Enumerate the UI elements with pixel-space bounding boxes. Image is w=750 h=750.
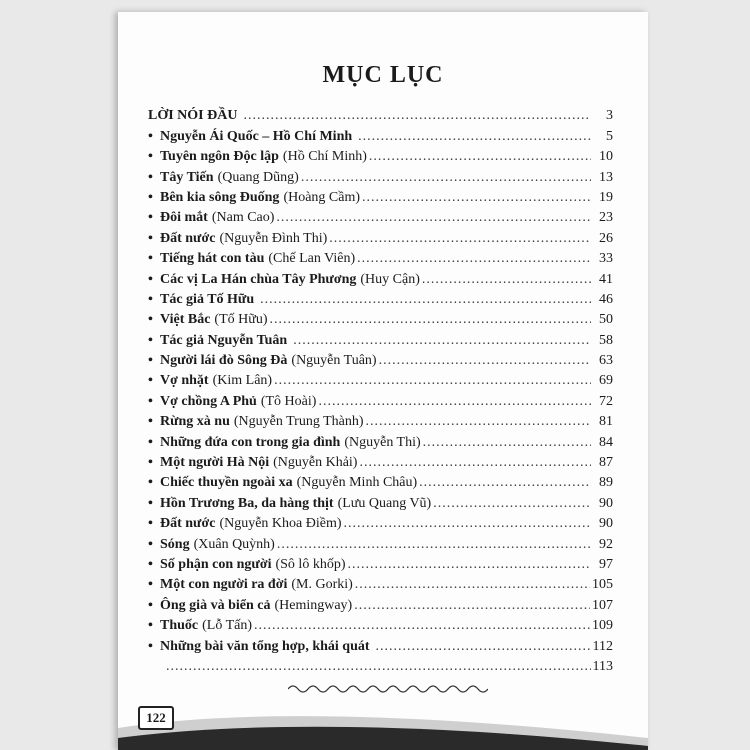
dot-leader [369, 149, 591, 165]
toc-entry [148, 165, 613, 185]
toc-entry-title: Ông già và biển cả [160, 597, 271, 613]
toc-entry [148, 267, 613, 287]
toc-entry-author: (Nguyễn Khoa Điềm) [219, 516, 342, 532]
dot-leader [422, 272, 591, 288]
toc-entry [148, 553, 613, 573]
toc-entry-page: 63 [599, 353, 613, 369]
dot-leader [358, 129, 591, 145]
toc-entry-title: Những bài văn tổng hợp, khái quát [160, 638, 370, 654]
dot-leader [293, 333, 591, 349]
toc-entry-author: (Nguyễn Trung Thành) [233, 414, 364, 430]
toc-entry-author: (M. Gorki) [291, 577, 353, 593]
dot-leader [357, 251, 591, 267]
toc-entry-author: (Nam Cao) [211, 210, 275, 226]
toc-entry-title: Đôi mắt [160, 210, 208, 226]
toc-entry-author: (Nguyễn Minh Châu) [296, 475, 418, 491]
toc-entry-author: (Tô Hoài) [260, 393, 317, 409]
toc-entry [148, 614, 613, 634]
toc-entry-title: Tiếng hát con tàu [160, 251, 265, 267]
dot-leader [379, 353, 591, 369]
toc-entry-page: 92 [599, 536, 613, 552]
toc-entry-title: Tác giả Tố Hữu [160, 291, 255, 307]
toc-entry [148, 451, 613, 471]
bullet-mark: • [148, 149, 153, 165]
toc-entry-author: (Nguyễn Tuân) [291, 353, 377, 369]
toc-entry-author: (Hoàng Cầm) [283, 189, 361, 205]
toc-entry-author: (Nguyễn Thi) [344, 434, 421, 450]
toc-entry-page: 46 [599, 291, 613, 307]
bullet-mark: • [148, 455, 153, 471]
bullet-mark: • [148, 495, 153, 511]
dot-leader [433, 496, 591, 512]
toc-entry-page: 5 [606, 128, 613, 144]
bullet-mark: • [148, 251, 153, 267]
toc-entry-page: 69 [599, 373, 613, 389]
toc-entry [148, 145, 613, 165]
toc-entry-title: Đất nước [160, 516, 216, 532]
bullet-mark: • [148, 189, 153, 205]
toc-entry-page: 10 [599, 149, 613, 165]
toc-entry [148, 308, 613, 328]
toc-entry-author: (Sô lô khốp) [275, 556, 346, 572]
table-of-contents [148, 104, 613, 675]
toc-entry-title: Chiếc thuyền ngoài xa [160, 475, 293, 491]
bullet-mark: • [148, 577, 153, 593]
toc-entry-page: 72 [599, 393, 613, 409]
toc-entry-page: 109 [592, 618, 613, 634]
toc-entry [148, 124, 613, 144]
toc-entry-page: 50 [599, 312, 613, 328]
dot-leader [366, 414, 591, 430]
dot-leader [347, 557, 591, 573]
toc-entry-title: Một con người ra đời [160, 577, 288, 593]
bullet-mark: • [148, 393, 153, 409]
bullet-mark: • [148, 128, 153, 144]
toc-entry [148, 471, 613, 491]
toc-entry [148, 430, 613, 450]
toc-entry [148, 206, 613, 226]
toc-entry-title: Tác giả Nguyễn Tuân [160, 332, 288, 348]
toc-entry [148, 226, 613, 246]
toc-entry-page: 13 [599, 169, 613, 185]
toc-entry-page: 90 [599, 495, 613, 511]
toc-entry [148, 655, 613, 675]
toc-entry-page: 23 [599, 210, 613, 226]
bullet-mark: • [148, 536, 153, 552]
toc-entry-author: (Lỗ Tấn) [202, 618, 253, 634]
toc-entry-author: (Nguyễn Khải) [273, 455, 358, 471]
toc-entry-title: LỜI NÓI ĐẦU [148, 108, 238, 124]
dot-leader [329, 231, 591, 247]
toc-entry-title: Vợ chồng A Phủ [160, 393, 257, 409]
toc-entry-author: (Chế Lan Viên) [268, 251, 356, 267]
dot-leader [243, 108, 591, 124]
toc-entry [148, 512, 613, 532]
toc-entry-page: 3 [606, 108, 613, 124]
book-page [118, 12, 648, 750]
bullet-mark: • [148, 475, 153, 491]
bullet-mark: • [148, 638, 153, 654]
toc-entry [148, 349, 613, 369]
dot-leader [423, 435, 591, 451]
dot-leader [274, 373, 591, 389]
toc-entry-author: (Tố Hữu) [214, 312, 268, 328]
toc-entry [148, 186, 613, 206]
toc-entry-title: Các vị La Hán chùa Tây Phương [160, 271, 357, 287]
toc-entry-title: Vợ nhặt [160, 373, 209, 389]
dot-leader [301, 170, 591, 186]
toc-entry-title: Đất nước [160, 230, 216, 246]
toc-entry-page: 58 [599, 332, 613, 348]
toc-entry-title: Tuyên ngôn Độc lập [160, 149, 279, 165]
toc-entry-page: 90 [599, 516, 613, 532]
toc-entry-title: Nguyễn Ái Quốc – Hồ Chí Minh [160, 128, 353, 144]
dot-leader [359, 455, 591, 471]
page-title: MỤC LỤC [322, 62, 444, 88]
toc-entry-author: (Hemingway) [274, 597, 353, 613]
toc-entry-page: 89 [599, 475, 613, 491]
toc-entry-page: 112 [592, 638, 613, 654]
toc-entry [148, 593, 613, 613]
dot-leader [166, 659, 591, 675]
toc-entry [148, 288, 613, 308]
toc-entry-page: 87 [599, 455, 613, 471]
toc-entry-title: Những đứa con trong gia đình [160, 434, 341, 450]
toc-entry [148, 247, 613, 267]
toc-entry-title: Thuốc [160, 618, 199, 634]
bullet-mark: • [148, 169, 153, 185]
toc-entry-page: 105 [592, 577, 613, 593]
toc-entry [148, 328, 613, 348]
dot-leader [270, 312, 592, 328]
dot-leader [419, 475, 591, 491]
bullet-mark: • [148, 414, 153, 430]
toc-entry-page: 107 [592, 597, 613, 613]
bullet-mark: • [148, 312, 153, 328]
toc-entry-page: 113 [592, 658, 613, 674]
bullet-mark: • [148, 618, 153, 634]
toc-entry-author: (Xuân Quỳnh) [193, 536, 275, 552]
toc-entry-title: Số phận con người [160, 556, 272, 572]
toc-entry-page: 97 [599, 556, 613, 572]
toc-entry-page: 33 [599, 251, 613, 267]
dot-leader [260, 292, 591, 308]
toc-entry [148, 389, 613, 409]
toc-entry-title: Hồn Trương Ba, da hàng thịt [160, 495, 334, 511]
toc-entry [148, 573, 613, 593]
page-number: 122 [146, 710, 166, 725]
toc-entry-page: 41 [599, 271, 613, 287]
dot-leader [354, 598, 590, 614]
toc-entry-title: Việt Bắc [160, 312, 211, 328]
toc-entry-page: 81 [599, 414, 613, 430]
toc-entry [148, 410, 613, 430]
toc-entry-author: (Kim Lân) [212, 373, 273, 389]
bullet-mark: • [148, 230, 153, 246]
bullet-mark: • [148, 597, 153, 613]
bullet-mark: • [148, 373, 153, 389]
dot-leader [277, 537, 591, 553]
dot-leader [344, 516, 591, 532]
dot-leader [318, 394, 591, 410]
toc-entry-title: Sóng [160, 536, 190, 552]
toc-entry [148, 532, 613, 552]
bullet-mark: • [148, 332, 153, 348]
toc-entry-page: 19 [599, 189, 613, 205]
toc-entry-author: (Quang Dũng) [217, 169, 299, 185]
bullet-mark: • [148, 291, 153, 307]
dot-leader [276, 210, 591, 226]
toc-entry [148, 369, 613, 389]
toc-entry-title: Tây Tiến [160, 169, 214, 185]
bullet-mark: • [148, 434, 153, 450]
toc-entry-page: 26 [599, 230, 613, 246]
toc-entry-title: Một người Hà Nội [160, 455, 270, 471]
bullet-mark: • [148, 556, 153, 572]
bullet-mark: • [148, 210, 153, 226]
dot-leader [362, 190, 591, 206]
toc-entry [148, 104, 613, 124]
page-corner-decoration [118, 690, 648, 750]
toc-entry-author: (Huy Cận) [360, 271, 420, 287]
toc-entry-author: (Nguyễn Đình Thi) [219, 230, 328, 246]
toc-entry [148, 634, 613, 654]
dot-leader [376, 639, 591, 655]
bullet-mark: • [148, 516, 153, 532]
page-number-badge [138, 706, 174, 730]
dot-leader [254, 618, 590, 634]
toc-entry-author: (Lưu Quang Vũ) [337, 495, 432, 511]
toc-entry-title: Bên kia sông Đuống [160, 189, 280, 205]
toc-entry-title: Rừng xà nu [160, 414, 230, 430]
dot-leader [355, 577, 590, 593]
toc-entry-author: (Hồ Chí Minh) [282, 149, 367, 165]
toc-entry-page: 84 [599, 434, 613, 450]
bullet-mark: • [148, 271, 153, 287]
toc-entry-title: Người lái đò Sông Đà [160, 353, 288, 369]
toc-entry [148, 491, 613, 511]
bullet-mark: • [148, 353, 153, 369]
